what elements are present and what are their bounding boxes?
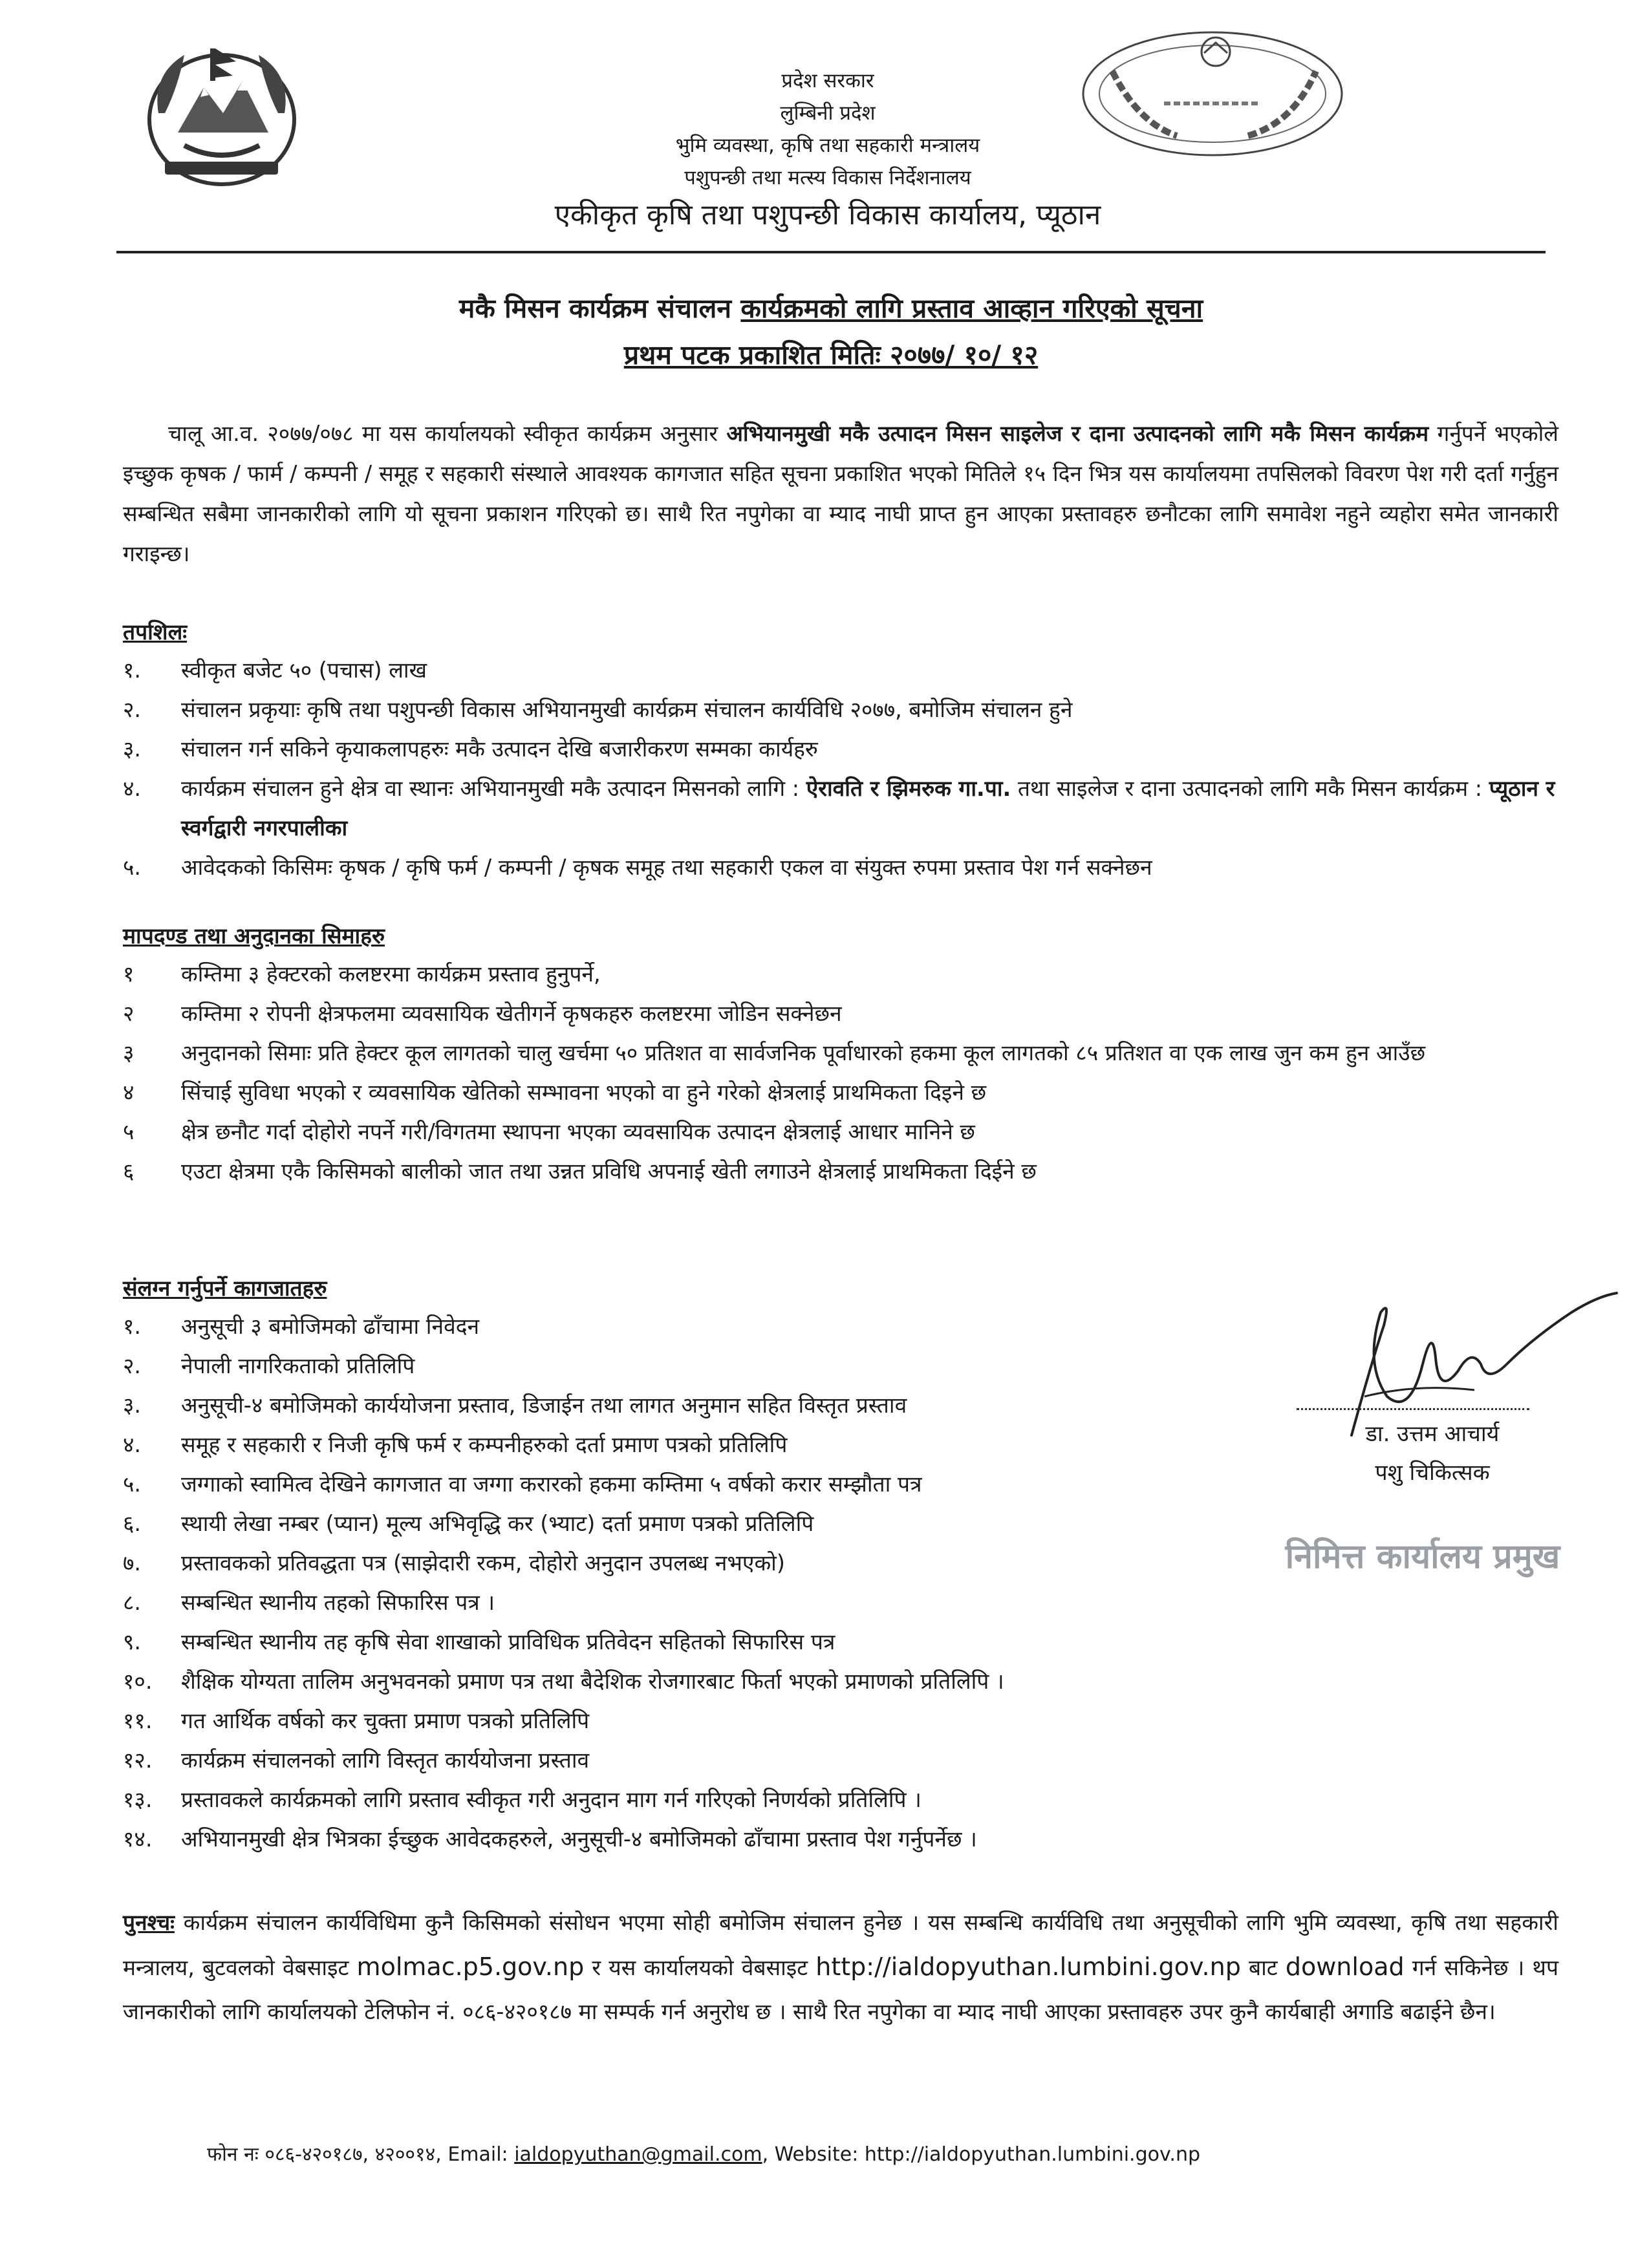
item-text: अनुसूची ३ बमोजिमको ढाँचामा निवेदन xyxy=(181,1314,480,1339)
intro-text-part: चालू आ.व. २०७७/०७८ मा यस कार्यालयको स्वीकृत कार्यक्रम अनुसार xyxy=(168,421,727,446)
item-text: अभियानमुखी क्षेत्र भित्रका ईच्छुक आवेदकहरुले, अनुसूची-४ बमोजिमको ढाँचामा प्रस्ताव पेश गर्नुपर्नेछ । xyxy=(181,1826,977,1852)
item-number: २ xyxy=(123,1001,135,1026)
signatory-name: डा. उत्तम आचार्य xyxy=(1365,1421,1500,1447)
header-line: भुमि व्यवस्था, कृषि तथा सहकारी मन्त्रालय xyxy=(675,134,980,157)
footer-email-label: Email: xyxy=(447,2143,515,2166)
item-text-bold: प्यूठान र स्वर्गद्वारी नगरपालीका xyxy=(181,776,1555,840)
item-number: ३ xyxy=(123,1040,135,1065)
signatory-role: पशु चिकित्सक xyxy=(1375,1460,1490,1486)
signature-line xyxy=(1297,1408,1529,1410)
item-number: ४. xyxy=(123,776,142,801)
item-number: १. xyxy=(123,658,142,683)
item-number: ७. xyxy=(123,1550,142,1576)
item-number: १ xyxy=(123,961,135,987)
item-text xyxy=(181,769,1558,848)
item-text: स्वीकृत बजेट ५० (पचास) लाख xyxy=(181,658,427,683)
section-heading: तपशिलः xyxy=(123,619,188,645)
item-text: क्षेत्र छनौट गर्दा दोहोरो नपर्ने गरी/विगतमा स्थापना भएका व्यवसायिक उत्पादन क्षेत्रलाई आधार मानिने छ xyxy=(181,1119,975,1144)
list-item xyxy=(123,1780,1558,1819)
item-text: सम्बन्धित स्थानीय तहको सिफारिस पत्र । xyxy=(181,1590,495,1615)
title-part-underlined: कार्यक्रमको लागि प्रस्ताव आव्हान गरिएको सूचना xyxy=(740,293,1203,324)
item-number: १०. xyxy=(123,1669,153,1694)
item-number: ९. xyxy=(123,1629,142,1654)
intro-program-name: अभियानमुखी मकै उत्पादन मिसन साइलेज र दाना उत्पादनको लागि मकै मिसन कार्यक्रम xyxy=(726,421,1429,446)
item-text: कम्तिमा २ रोपनी क्षेत्रफलमा व्यवसायिक खेतीगर्ने कृषकहरु कलष्टरमा जोडिन सक्नेछन xyxy=(181,1001,842,1026)
note-text: बाट xyxy=(1240,1955,1286,1980)
intro-text-part: गर्नुपर्ने भएकोले इच्छुक कृषक / फार्म / कम्पनी / समूह र सहकारी संस्थाले आवश्यक कागजात सहित सूचना प्रकाशित भएको मितिले १५ दिन भित्र यस कार्यालयमा तपसिलको विवरण पेश गरी दर्ता गर्नुहुन सम्बन्धित सबैमा जानकारीको लागि यो सूचना प्रकाशन गरिएको छ। साथै रित नपुगेका वा म्याद नाघी प्राप्त हुन आएका प्रस्तावहरु छनौटका लागि समावेश नहुने व्यहोरा समेत जानकारी गराइन्छ। xyxy=(123,421,1558,566)
download-word: download xyxy=(1285,1952,1405,1981)
header-line: लुम्बिनी प्रदेश xyxy=(780,102,876,125)
item-text: प्रस्तावकको प्रतिवद्धता पत्र (साझेदारी रकम, दोहोरो अनुदान उपलब्ध नभएको) xyxy=(181,1550,785,1576)
item-text: शैक्षिक योग्यता तालिम अनुभवनको प्रमाण पत्र तथा बैदेशिक रोजगारबाट फिर्ता भएको प्रमाणको प्रतिलिपि । xyxy=(181,1669,1004,1694)
footer-contact xyxy=(207,2140,1436,2166)
office-website-link[interactable]: http://ialdopyuthan.lumbini.gov.np xyxy=(815,1952,1241,1981)
list-item xyxy=(123,1662,1558,1701)
section-heading: संलग्न गर्नुपर्ने कागजातहरु xyxy=(123,1276,327,1301)
list-item xyxy=(123,1622,1558,1662)
details-section xyxy=(123,614,1558,887)
list-item xyxy=(123,954,1558,994)
intro-paragraph xyxy=(123,414,1558,574)
office-name: एकीकृत कृषि तथा पशुपन्छी विकास कार्यालय, प्यूठान xyxy=(554,198,1101,231)
item-number: ३. xyxy=(123,1393,142,1418)
note-label: पुनश्चः xyxy=(123,1910,175,1935)
header-divider xyxy=(116,251,1546,253)
item-text: सम्बन्धित स्थानीय तह कृषि सेवा शाखाको प्राविधिक प्रतिवेदन सहितको सिफारिस पत्र xyxy=(181,1629,835,1654)
nepal-emblem-icon xyxy=(139,36,304,194)
list-item xyxy=(123,1819,1558,1859)
item-number: ८. xyxy=(123,1590,142,1615)
list-item xyxy=(123,848,1558,887)
list-item xyxy=(123,1033,1558,1073)
item-text: जग्गाको स्वामित्व देखिने कागजात वा जग्गा करारको हकमा कम्तिमा ५ वर्षको करार सम्झौता पत्र xyxy=(181,1471,922,1497)
item-text: कार्यक्रम संचालनको लागि विस्तृत कार्ययोजना प्रस्ताव xyxy=(181,1748,590,1773)
postscript-note xyxy=(123,1901,1558,2034)
item-text: नेपाली नागरिकताको प्रतिलिपि xyxy=(181,1353,415,1378)
item-number: ५. xyxy=(123,855,142,880)
header-line: पशुपन्छी तथा मत्स्य विकास निर्देशनालय xyxy=(684,166,971,189)
officer-stamp: निमित्त कार्यालय प्रमुख xyxy=(1285,1537,1560,1576)
office-seal-icon xyxy=(1067,26,1358,162)
item-number: ११. xyxy=(123,1708,153,1733)
item-number: १२. xyxy=(123,1748,153,1773)
item-text: आवेदकको किसिमः कृषक / कृषि फर्म / कम्पनी / कृषक समूह तथा सहकारी एकल वा संयुक्त रुपमा प्रस्ताव पेश गर्न सक्नेछन xyxy=(181,855,1152,880)
item-text: सिंचाई सुविधा भएको र व्यवसायिक खेतिको सम्भावना भएको वा हुने गरेको क्षेत्रलाई प्राथमिकता दिइने छ xyxy=(181,1080,987,1105)
publish-date: प्रथम पटक प्रकाशित मितिः २०७७/ १०/ १२ xyxy=(623,339,1039,370)
list-item xyxy=(123,650,1558,690)
item-number: ५ xyxy=(123,1119,135,1144)
footer-phone: फोन नः ०८६-४२०१८७, ४२००१४, xyxy=(207,2143,448,2166)
item-text: समूह र सहकारी र निजी कृषि फर्म र कम्पनीहरुको दर्ता प्रमाण पत्रको प्रतिलिपि xyxy=(181,1432,788,1457)
list-item xyxy=(123,729,1558,769)
item-text: एउटा क्षेत्रमा एकै किसिमको बालीको जात तथा उन्नत प्रविधि अपनाई खेती लगाउने क्षेत्रलाई प्राथमिकता दिईने छ xyxy=(181,1159,1037,1184)
item-number: ५. xyxy=(123,1471,142,1497)
list-item xyxy=(123,994,1558,1033)
list-item xyxy=(123,1701,1558,1740)
item-number: १४. xyxy=(123,1826,153,1852)
item-number: १३. xyxy=(123,1787,153,1812)
intro-text xyxy=(123,414,1558,574)
item-number: १. xyxy=(123,1314,142,1339)
list-item xyxy=(123,1151,1558,1191)
note-text: कार्यक्रम संचालन कार्यविधिमा कुनै किसिमको संसोधन भएमा सोही बमोजिम संचालन हुनेछ । यस सम्बन्धि कार्यविधि तथा अनुसूचीको लागि भुमि व्यवस्था, कृषि तथा सहकारी मन्त्रालय, बुटवलको वेबसाइट xyxy=(123,1910,1558,1980)
item-text: कम्तिमा ३ हेक्टरको कलष्टरमा कार्यक्रम प्रस्ताव हुनुपर्ने, xyxy=(181,961,601,987)
item-number: ४. xyxy=(123,1432,142,1457)
item-number: २. xyxy=(123,1353,142,1378)
header-line: प्रदेश सरकार xyxy=(781,69,874,92)
list-item xyxy=(123,769,1558,848)
item-text: अनुसूची-४ बमोजिमको कार्ययोजना प्रस्ताव, डिजाईन तथा लागत अनुमान सहित विस्तृत प्रस्ताव xyxy=(181,1393,907,1418)
item-number: ३. xyxy=(123,736,142,762)
item-text-part: तथा साइलेज र दाना उत्पादनको लागि मकै मिसन कार्यक्रम : xyxy=(1011,776,1489,801)
item-number: २. xyxy=(123,697,142,722)
note-text: गर्न सकिनेछ । थप जानकारीको लागि कार्यालयको टेलिफोन नं. ०८६-४२०१८७ मा सम्पर्क गर्न अनुरोध छ । साथै रित नपुगेका वा म्याद नाघी आएका प्रस्तावहरु उपर कुनै कार्यबाही अगाडि बढाईने छैन। xyxy=(123,1955,1558,2024)
ministry-website-link[interactable]: molmac.p5.gov.np xyxy=(356,1952,585,1981)
item-text: संचालन गर्न सकिने कृयाकलापहरुः मकै उत्पादन देखि बजारीकरण सम्मका कार्यहरु xyxy=(181,736,818,762)
list-item xyxy=(123,1073,1558,1112)
item-text: अनुदानको सिमाः प्रति हेक्टर कूल लागतको चालु खर्चमा ५० प्रतिशत वा सार्वजनिक पूर्वाधारको हकमा कूल लागतको ८५ प्रतिशत वा एक लाख जुन कम हुन आउँछ xyxy=(181,1040,1426,1065)
item-text: गत आर्थिक वर्षको कर चुक्ता प्रमाण पत्रको प्रतिलिपि xyxy=(181,1708,590,1733)
title-part: मकै मिसन कार्यक्रम संचालन xyxy=(458,293,741,324)
footer-website: , Website: http://ialdopyuthan.lumbini.gov.np xyxy=(762,2143,1201,2166)
list-item xyxy=(123,690,1558,729)
list-item xyxy=(123,1740,1558,1780)
item-text: संचालन प्रकृयाः कृषि तथा पशुपन्छी विकास अभियानमुखी कार्यक्रम संचालन कार्यविधि २०७७, बमोजिम संचालन हुने xyxy=(181,697,1073,722)
list-item xyxy=(123,1112,1558,1151)
note-text: र यस कार्यालयको वेबसाइट xyxy=(584,1955,816,1980)
item-number: ६ xyxy=(123,1159,135,1184)
list-item xyxy=(123,1583,1558,1622)
item-text-bold: ऐरावति र झिमरुक गा.पा. xyxy=(806,776,1011,801)
header-lines xyxy=(550,65,1106,194)
item-text: स्थायी लेखा नम्बर (प्यान) मूल्य अभिवृद्धि कर (भ्याट) दर्ता प्रमाण पत्रको प्रतिलिपि xyxy=(181,1511,814,1536)
item-number: ६. xyxy=(123,1511,142,1536)
item-text-part: कार्यक्रम संचालन हुने क्षेत्र वा स्थानः अभियानमुखी मकै उत्पादन मिसनको लागि : xyxy=(181,776,806,801)
item-text: प्रस्तावकले कार्यक्रमको लागि प्रस्ताव स्वीकृत गरी अनुदान माग गर्न गरिएको निणर्यको प्रतिलिपि । xyxy=(181,1787,921,1812)
footer-email-link[interactable]: ialdopyuthan@gmail.com xyxy=(514,2143,762,2166)
item-number: ४ xyxy=(123,1080,135,1105)
section-heading: मापदण्ड तथा अनुदानका सिमाहरु xyxy=(123,923,385,948)
criteria-section xyxy=(123,918,1558,1191)
notice-title xyxy=(116,290,1546,326)
